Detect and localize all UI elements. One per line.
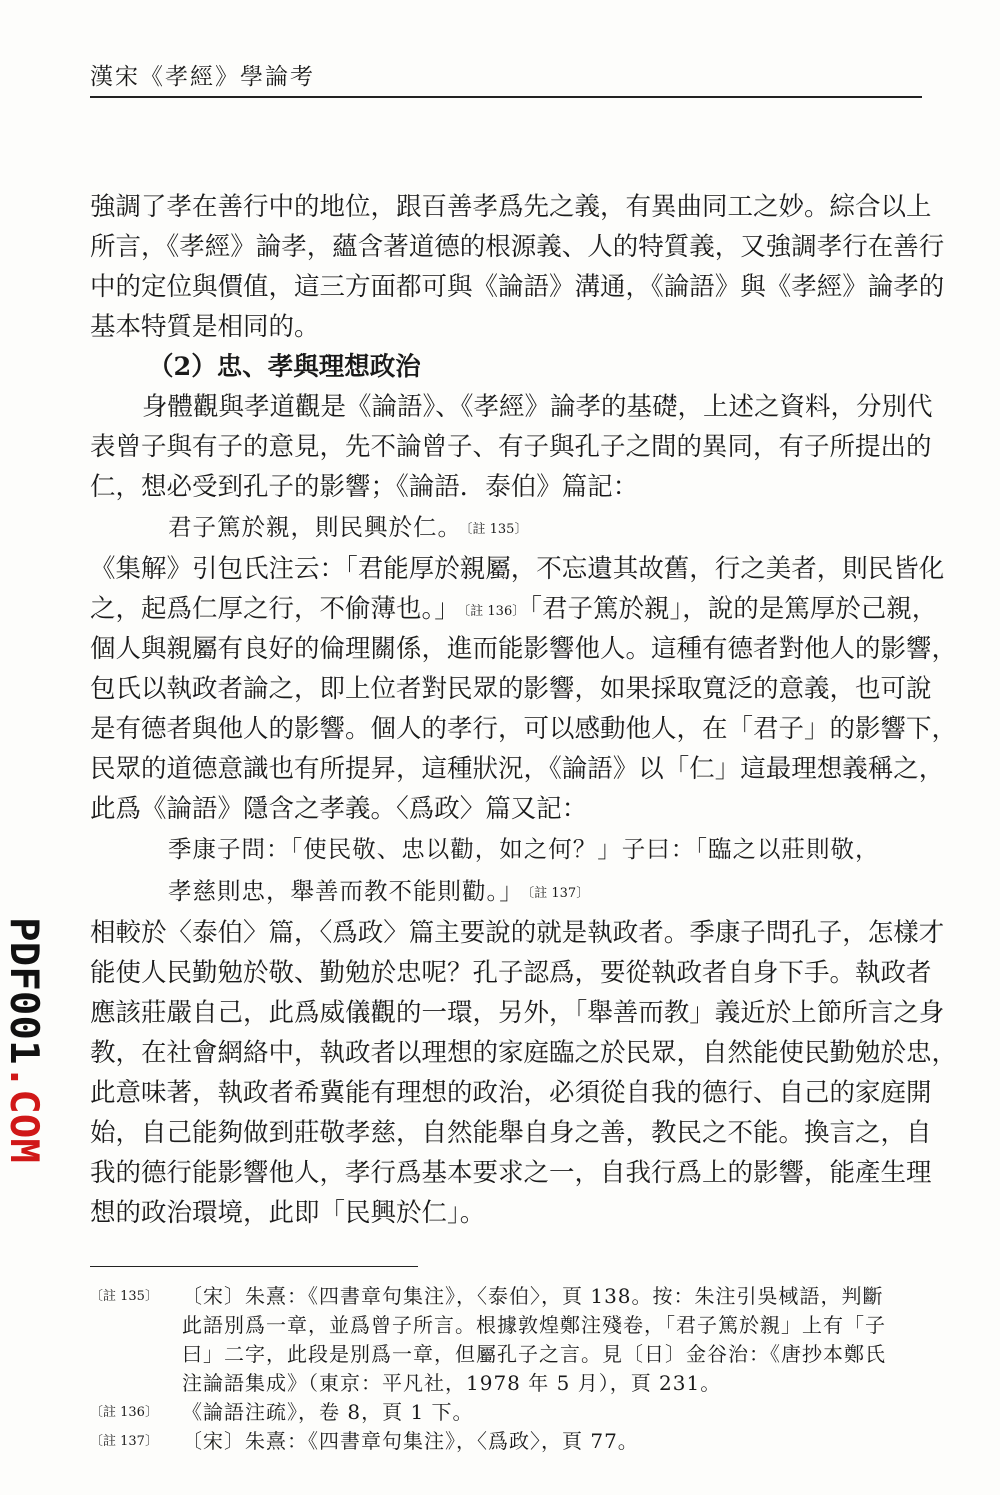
text-line: 我的德行能影響他人，孝行爲基本要求之一，自我行爲上的影響，能產生理 xyxy=(90,1158,932,1188)
text-span: 「君子篤於親」，說的是篤厚於己親， xyxy=(529,594,938,624)
quote-text: 君子篤於親，則民興於仁。 xyxy=(168,513,462,541)
note-ref-136[interactable]: 〔註 136〕 xyxy=(463,604,526,619)
text-span: 之，起爲仁厚之行，不偷薄也。」 xyxy=(90,594,460,624)
text-line: 教，在社會網絡中，執政者以理想的家庭臨之於民眾，自然能使民勤勉於忠， xyxy=(90,1038,958,1068)
footnote-135 xyxy=(90,1282,925,1398)
footnote-136 xyxy=(90,1398,925,1427)
quote-text: 孝慈則忠，舉善而教不能則勸。」 xyxy=(168,877,524,905)
running-header: 漢宋《孝經》學論考 xyxy=(90,64,315,90)
footnote-line: 此語別爲一章，並爲曾子所言。根據敦煌鄭注殘卷，「君子篤於親」上有「子 xyxy=(182,1313,886,1337)
text-line: 中的定位與價值，這三方面都可與《論語》溝通，《論語》與《孝經》論孝的 xyxy=(90,272,945,302)
text-line: 所言，《孝經》論孝，蘊含著道德的根源義、人的特質義，又強調孝行在善行 xyxy=(90,232,945,262)
footnote-line: 〔宋〕朱熹：《四書章句集注》，〈爲政〉，頁 77。 xyxy=(182,1429,639,1453)
header-rule xyxy=(90,96,922,98)
text-line: 此爲《論語》隱含之孝義。〈爲政〉篇又記： xyxy=(90,794,588,824)
block-quote xyxy=(90,871,925,913)
text-line: 民眾的道德意識也有所提昇，這種狀況，《論語》以「仁」這最理想義稱之， xyxy=(90,754,945,784)
text-line: 基本特質是相同的。 xyxy=(90,312,320,342)
footnote-rule xyxy=(90,1266,418,1267)
text-line: 表曾子與有子的意見，先不論曾子、有子與孔子之間的異同，有子所提出的 xyxy=(90,432,932,462)
footnote-line: 《論語注疏》，卷 8，頁 1 下。 xyxy=(182,1400,474,1424)
footnote-line: 曰」二字，此段是別爲一章，但屬孔子之言。見〔日〕金谷治：《唐抄本鄭氏 xyxy=(182,1342,886,1366)
block-quote xyxy=(90,507,925,549)
text-line: 強調了孝在善行中的地位，跟百善孝爲先之義，有異曲同工之妙。綜合以上 xyxy=(90,192,932,222)
note-ref-137[interactable]: 〔註 137〕 xyxy=(527,886,590,901)
footnotes xyxy=(90,1282,925,1456)
text-line: 始，自己能夠做到莊敬孝慈，自然能舉自身之善，教民之不能。換言之，自 xyxy=(90,1118,932,1148)
footnote-line: 注論語集成》（東京：平凡社，1978 年 5 月），頁 231。 xyxy=(182,1371,722,1395)
text-line: 個人與親屬有良好的倫理關係，進而能影響他人。這種有德者對他人的影響， xyxy=(90,634,958,664)
text-line: 仁，想必受到孔子的影響；《論語．泰伯》篇記： xyxy=(90,472,639,502)
watermark-graphic xyxy=(1,915,46,1165)
footnote-137 xyxy=(90,1427,925,1456)
footnote-line: 〔宋〕朱熹：《四書章句集注》，〈泰伯〉，頁 138。按：朱注引吳棫語，判斷 xyxy=(182,1284,884,1308)
footnote-label: 〔註 135〕 xyxy=(90,1289,158,1304)
section-heading: （2）忠、孝與理想政治 xyxy=(148,352,421,382)
text-line xyxy=(90,589,938,629)
watermark-logo xyxy=(1,915,46,1165)
text-line: 此意味著，執政者希冀能有理想的政治，必須從自我的德行、自己的家庭開 xyxy=(90,1078,932,1108)
main-text xyxy=(90,187,958,1233)
block-quote-line: 季康子問：「使民敬、忠以勸，如之何？」子曰：「臨之以莊則敬， xyxy=(168,835,880,863)
text-line: 《集解》引包氏注云：「君能厚於親屬，不忘遺其故舊，行之美者，則民皆化 xyxy=(90,554,945,584)
text-line: 能使人民勤勉於敬、勤勉於忠呢？孔子認爲，要從執政者自身下手。執政者 xyxy=(90,958,932,988)
text-line: 身體觀與孝道觀是《論語》、《孝經》論孝的基礎，上述之資料，分別代 xyxy=(142,392,933,422)
svg-text:PDF001.COM xyxy=(1,917,46,1163)
text-line: 想的政治環境，此即「民興於仁」。 xyxy=(90,1198,486,1228)
text-line: 包氏以執政者論之，即上位者對民眾的影響，如果採取寬泛的意義，也可說 xyxy=(90,674,932,704)
text-line: 應該莊嚴自己，此爲威儀觀的一環，另外，「舉善而教」義近於上節所言之身 xyxy=(90,998,945,1028)
text-line: 是有德者與他人的影響。個人的孝行，可以感動他人，在「君子」的影響下， xyxy=(90,714,958,744)
watermark-text-black: PDF001 xyxy=(1,917,46,1058)
footnote-label: 〔註 136〕 xyxy=(90,1405,158,1420)
note-ref-135[interactable]: 〔註 135〕 xyxy=(466,522,528,537)
watermark-text-red: .COM xyxy=(1,1064,46,1159)
footnote-label: 〔註 137〕 xyxy=(90,1434,158,1449)
text-line: 相較於〈泰伯〉篇，〈爲政〉篇主要說的就是執政者。季康子問孔子，怎樣才 xyxy=(90,918,945,948)
